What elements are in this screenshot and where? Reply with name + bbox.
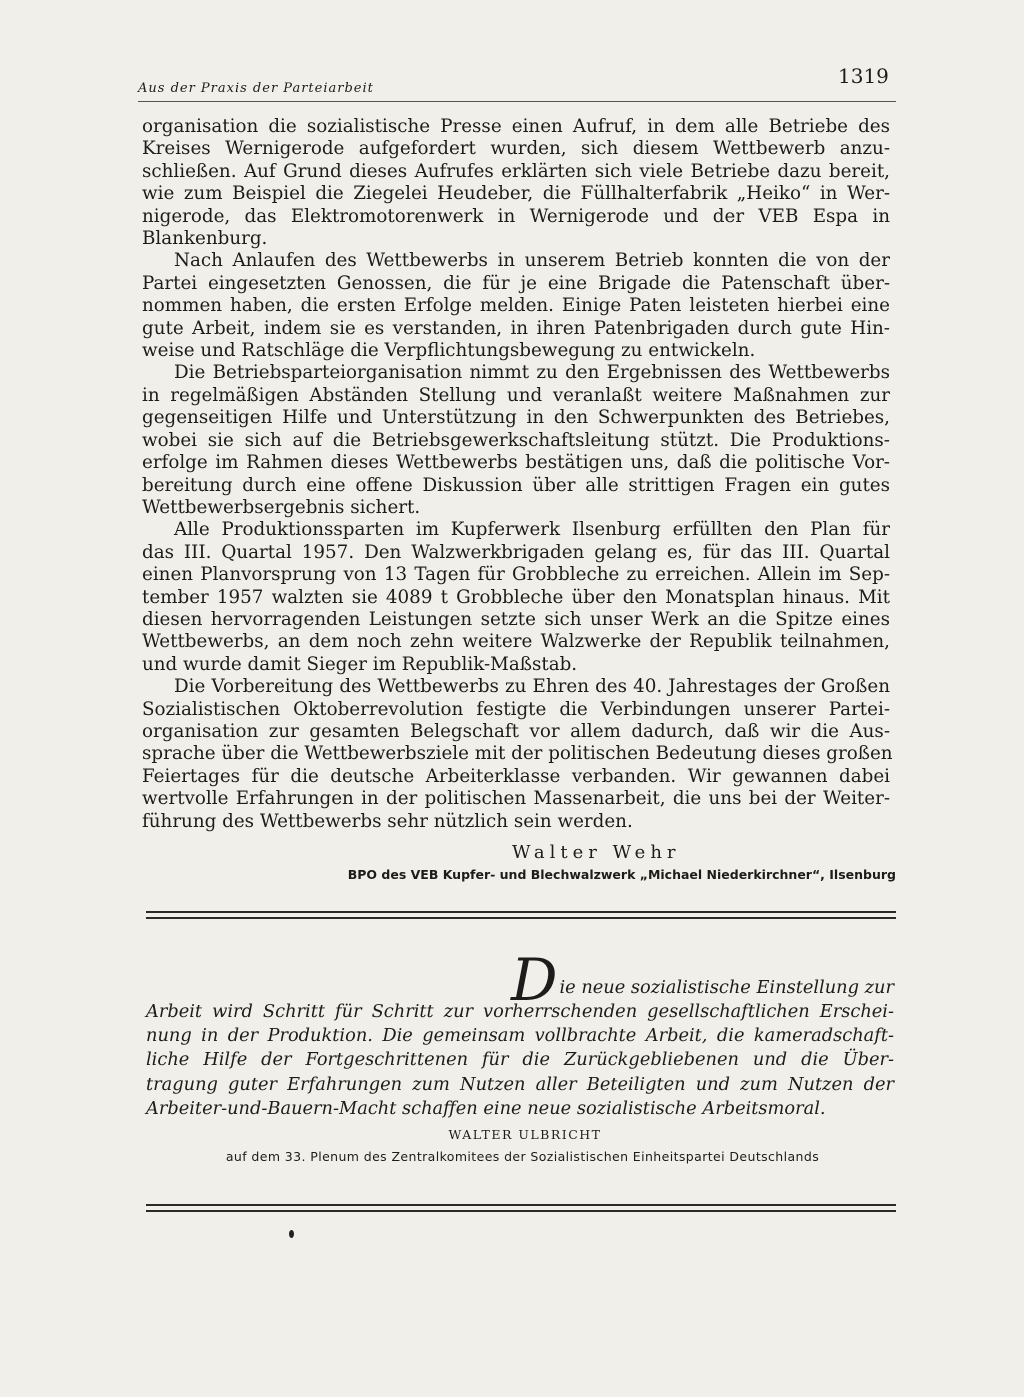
text-line: nommen haben, die ersten Erfolge melden. Einige Paten leisteten hierbei eine <box>142 295 890 317</box>
drop-cap: D <box>510 946 558 1014</box>
quote-line: Arbeit wird Schritt für Schritt zur vorherrschenden gesellschaftlichen Erschei- <box>146 1001 894 1022</box>
page-number: 1319 <box>838 64 889 88</box>
text-line: sprache über die Wettbewerbsziele mit der politischen Bedeutung dieses großen <box>142 743 893 765</box>
author-name: Walter Wehr <box>512 842 681 863</box>
quote-line: ie neue sozialistische Einstellung zur <box>559 976 894 998</box>
text-line: nigerode, das Elektromotorenwerk in Wernigerode und der VEB Espa in <box>142 205 890 227</box>
text-line: Sozialistischen Oktoberrevolution festigte die Verbindungen unserer Partei- <box>142 698 890 720</box>
quote-attribution-text: auf dem 33. Plenum des Zentralkomitees der Sozialistischen Einheitspartei Deutschlands <box>225 1149 820 1164</box>
text-line: das III. Quartal 1957. Den Walzwerkbrigaden gelang es, für das III. Quartal <box>142 541 890 563</box>
text-line: erfolge im Rahmen dieses Wettbewerbs bestätigen uns, daß die politische Vor- <box>142 452 890 474</box>
text-line: Die Vorbereitung des Wettbewerbs zu Ehren des 40. Jahrestages der Großen <box>174 676 890 698</box>
quote-attribution-name: WALTER ULBRICHT <box>448 1127 602 1142</box>
text-line: und wurde damit Sieger im Republik-Maßstab. <box>142 653 578 675</box>
text-line: tember 1957 walzten sie 4089 t Grobbleche über den Monatsplan hinaus. Mit <box>142 586 890 608</box>
text-line: organisation die sozialistische Presse einen Aufruf, in dem alle Betriebe des <box>142 116 890 137</box>
text-line: Wettbewerbsergebnis sichert. <box>142 496 421 518</box>
text-line: Nach Anlaufen des Wettbewerbs in unserem Betrieb konnten die von der <box>174 250 890 272</box>
text-line: Feiertages für die deutsche Arbeiterklasse verbanden. Wir gewannen dabei <box>142 765 890 787</box>
text-line: diesen hervorragenden Leistungen setzte sich unser Werk an die Spitze eines <box>142 608 890 630</box>
text-line: wertvolle Erfahrungen in der politischen Massenarbeit, die uns bei der Weiter- <box>142 788 890 810</box>
section-divider <box>146 1204 896 1212</box>
text-line: Partei eingesetzten Genossen, die für je eine Brigade die Patenschaft über- <box>142 272 890 294</box>
header-rule <box>138 101 896 102</box>
quote-line: tragung guter Erfahrungen zum Nutzen aller Beteiligten und zum Nutzen der <box>146 1073 894 1095</box>
article-body <box>142 116 893 833</box>
text-line: Kreises Wernigerode aufgefordert wurden, sich diesem Wettbewerb anzu- <box>142 138 890 160</box>
text-line: gegenseitigen Hilfe und Unterstützung in den Schwerpunkten des Betriebes, <box>142 407 890 429</box>
text-line: weise und Ratschläge die Verpflichtungsbewegung zu entwickeln. <box>142 340 756 362</box>
text-line: wie zum Beispiel die Ziegelei Heudeber, die Füllhalterfabrik „Heiko“ in Wer- <box>142 183 890 205</box>
author-affiliation: BPO des VEB Kupfer- und Blechwalzwerk „Michael Niederkirchner“, Ilsenburg <box>347 867 896 882</box>
text-line: in regelmäßigen Abständen Stellung und veranlaßt weitere Maßnahmen zur <box>142 384 890 406</box>
text-line: Blankenburg. <box>142 228 268 250</box>
quote-line: nung in der Produktion. Die gemeinsam vollbrachte Arbeit, die kameradschaft- <box>146 1025 894 1047</box>
text-line: wobei sie sich auf die Betriebsgewerkschaftsleitung stützt. Die Produktions- <box>142 429 890 451</box>
ink-dot <box>289 1230 294 1238</box>
quote-line: liche Hilfe der Fortgeschrittenen für die Zurückgebliebenen und die Über- <box>146 1049 894 1071</box>
quote-line: Arbeiter-und-Bauern-Macht schaffen eine neue sozialistische Arbeitsmoral. <box>146 1097 826 1119</box>
text-line: einen Planvorsprung von 13 Tagen für Grobbleche zu erreichen. Allein im Sep- <box>142 564 890 586</box>
text-line: führung des Wettbewerbs sehr nützlich sein werden. <box>142 810 633 832</box>
quote-block <box>146 946 894 1121</box>
text-line: bereitung durch eine offene Diskussion über alle strittigen Fragen ein gutes <box>142 474 890 496</box>
text-line: organisation zur gesamten Belegschaft vor allem dadurch, daß wir die Aus- <box>142 720 890 742</box>
text-line: Alle Produktionssparten im Kupferwerk Ilsenburg erfüllten den Plan für <box>174 519 890 541</box>
running-title: Aus der Praxis der Parteiarbeit <box>138 81 374 96</box>
text-line: Die Betriebsparteiorganisation nimmt zu den Ergebnissen des Wettbewerbs <box>174 362 890 384</box>
text-line: Wettbewerbs, an dem noch zehn weitere Walzwerke der Republik teilnahmen, <box>142 631 890 653</box>
text-line: gute Arbeit, indem sie es verstanden, in ihren Patenbrigaden durch gute Hin- <box>142 317 890 339</box>
text-line: schließen. Auf Grund dieses Aufrufes erklärten sich viele Betriebe dazu bereit, <box>142 160 890 182</box>
section-divider <box>146 911 896 919</box>
